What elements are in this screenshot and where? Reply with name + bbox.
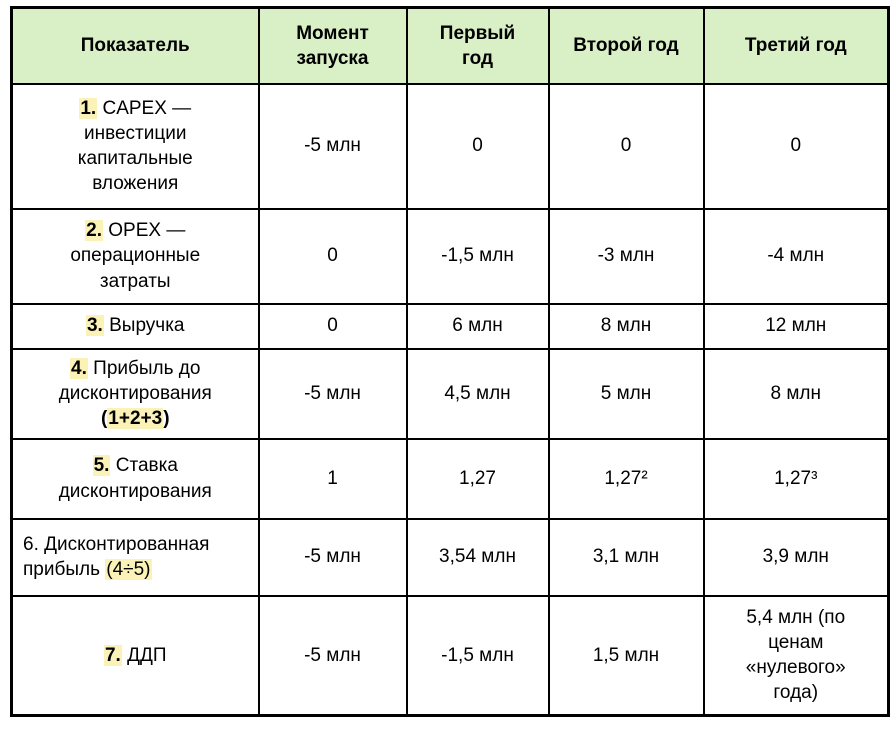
label-text: ) (163, 408, 170, 430)
highlighted-label-text: 7. (104, 644, 121, 666)
highlighted-label-text: 2. (86, 220, 102, 242)
label-text: Выручка (103, 315, 185, 337)
value-cell: 8 млн (704, 349, 889, 439)
value-cell: 1,5 млн (549, 596, 704, 716)
label-text: OPEX — операционные затраты (70, 220, 201, 292)
value-cell: 5 млн (549, 349, 704, 439)
value-cell: -5 млн (259, 519, 407, 596)
value-cell: 4,5 млн (407, 349, 549, 439)
label-text: ДДП (121, 644, 167, 666)
label-text: ( (100, 408, 108, 430)
table-header (12, 8, 889, 84)
column-header-launch-moment: Момент запуска (259, 8, 407, 84)
column-header-second-year: Второй год (549, 8, 704, 84)
header-row (12, 8, 889, 84)
value-cell: -5 млн (259, 349, 407, 439)
value-cell: 1,27³ (704, 439, 889, 519)
table-row (12, 349, 889, 439)
value-cell: 5,4 млн (по ценам «нулевого» года) (704, 596, 889, 716)
table-row (12, 209, 889, 304)
highlighted-label-text: 5. (93, 455, 110, 477)
value-cell: 3,1 млн (549, 519, 704, 596)
value-cell: 12 млн (704, 304, 889, 349)
label-text: CAPEX — инвестиции капитальные вложения (77, 97, 193, 195)
value-cell: -5 млн (259, 84, 407, 209)
highlighted-label-text: 3. (86, 315, 103, 337)
highlighted-label-text: 1+2+3 (108, 408, 163, 430)
column-header-third-year: Третий год (704, 8, 889, 84)
table-row (12, 439, 889, 519)
table-row (12, 519, 889, 596)
row-label-cell (12, 596, 259, 716)
row-label-cell (12, 349, 259, 439)
value-cell: 0 (704, 84, 889, 209)
row-label-cell (12, 519, 259, 596)
value-cell: 0 (259, 304, 407, 349)
value-cell: -5 млн (259, 596, 407, 716)
table-body (12, 84, 889, 716)
value-cell: 3,9 млн (704, 519, 889, 596)
value-cell: 1 (259, 439, 407, 519)
label-text: Прибыль до дисконтирования (58, 357, 212, 404)
value-cell: 0 (549, 84, 704, 209)
table-row (12, 84, 889, 209)
row-label-cell (12, 209, 259, 304)
value-cell: 0 (407, 84, 549, 209)
highlighted-label-text: (4÷5) (106, 559, 151, 580)
column-header-indicator: Показатель (12, 8, 259, 84)
label-text: Ставка дисконтирования (58, 455, 212, 502)
dcf-table (10, 6, 890, 717)
value-cell: 6 млн (407, 304, 549, 349)
row-label-cell (12, 304, 259, 349)
value-cell: 0 (259, 209, 407, 304)
row-label-cell (12, 84, 259, 209)
label-text: 6. Дисконтированная прибыль (23, 533, 210, 580)
highlighted-label-text: 4. (71, 357, 87, 379)
value-cell: -3 млн (549, 209, 704, 304)
table-row (12, 304, 889, 349)
value-cell: 1,27 (407, 439, 549, 519)
value-cell: 3,54 млн (407, 519, 549, 596)
value-cell: -1,5 млн (407, 209, 549, 304)
value-cell: 8 млн (549, 304, 704, 349)
row-label-cell (12, 439, 259, 519)
value-cell: 1,27² (549, 439, 704, 519)
table-row (12, 596, 889, 716)
value-cell: -1,5 млн (407, 596, 549, 716)
column-header-first-year: Первый год (407, 8, 549, 84)
value-cell: -4 млн (704, 209, 889, 304)
highlighted-label-text: 1. (80, 97, 97, 119)
